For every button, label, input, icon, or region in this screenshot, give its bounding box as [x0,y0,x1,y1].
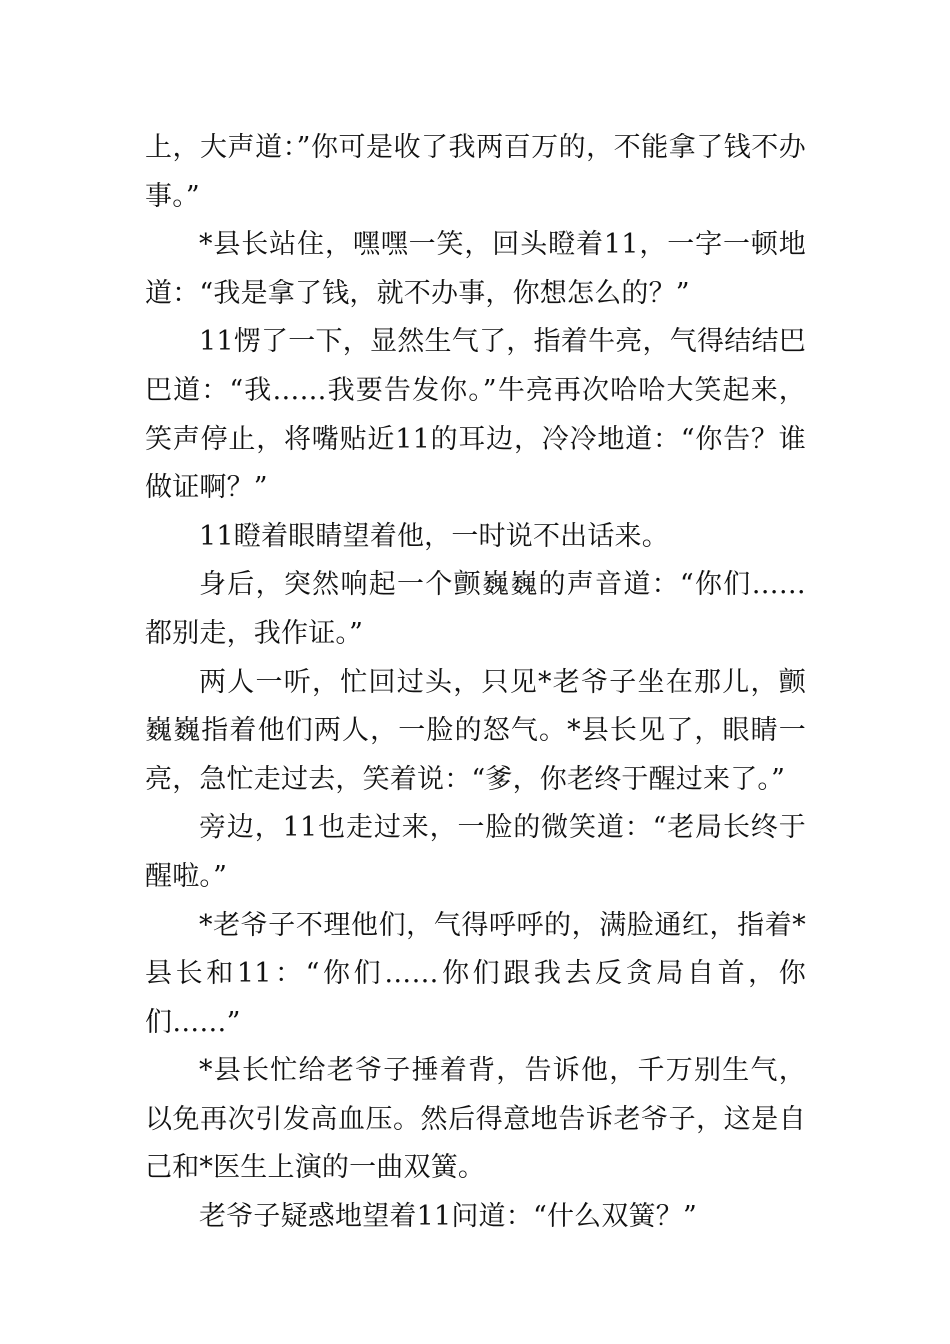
paragraph: 上，大声道：”你可是收了我两百万的，不能拿了钱不办事。” [145,132,806,212]
paragraph: *县长站住，嘿嘿一笑，回头瞪着11，一字一顿地道：“我是拿了钱，就不办事，你想怎么的？” [145,229,806,309]
document-body [145,124,806,1242]
paragraph: 11愣了一下，显然生气了，指着牛亮，气得结结巴巴道：“我……我要告发你。”牛亮再次哈哈大笑起来，笑声停止，将嘴贴近11的耳边，冷冷地道：“你告？谁做证啊？” [145,326,806,504]
paragraph: *县长忙给老爷子捶着背，告诉他，千万别生气，以免再次引发高血压。然后得意地告诉老爷子，这是自己和*医生上演的一曲双簧。 [145,1055,806,1184]
paragraph: 11瞪着眼睛望着他，一时说不出话来。 [199,520,669,552]
paragraph: 旁边，11也走过来，一脸的微笑道：“老局长终于醒啦。” [145,812,806,892]
paragraph: *老爷子不理他们，气得呼呼的，满脸通红，指着*县长和11：“你们……你们跟我去反贪局自首，你们……” [145,909,806,1038]
paragraph: 身后，突然响起一个颤巍巍的声音道：“你们……都别走，我作证。” [145,569,806,649]
paragraph: 老爷子疑惑地望着11问道：“什么双簧？” [199,1201,697,1233]
paragraph: 两人一听，忙回过头，只见*老爷子坐在那儿，颤巍巍指着他们两人，一脸的怒气。*县长见了，眼睛一亮，急忙走过去，笑着说：“爹，你老终于醒过来了。” [145,666,806,795]
